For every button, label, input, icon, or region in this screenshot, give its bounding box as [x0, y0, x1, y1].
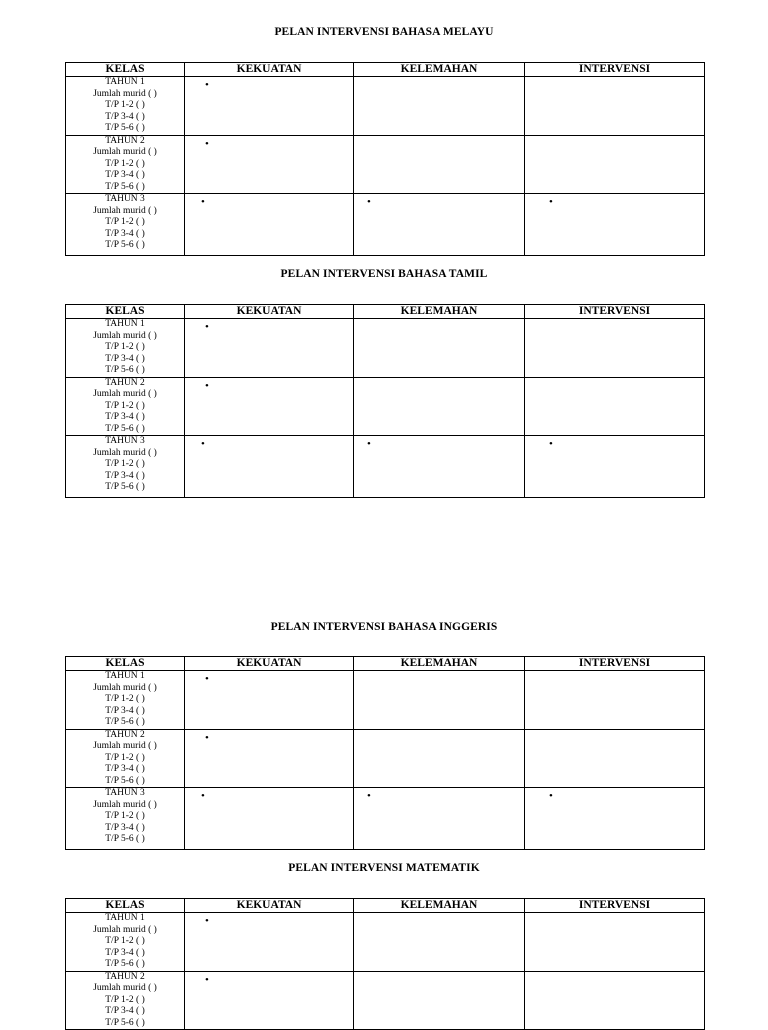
bullet-icon: • [205, 321, 209, 333]
header-kelemahan: KELEMAHAN [354, 63, 525, 77]
table-row [66, 913, 705, 972]
bullet-icon: • [201, 438, 205, 450]
header-intervensi: INTERVENSI [525, 63, 705, 77]
tp-5-6: T/P 5-6 ( ) [105, 123, 145, 133]
header-intervensi: INTERVENSI [525, 899, 705, 913]
table-header-row [66, 657, 705, 671]
header-kelemahan: KELEMAHAN [354, 899, 525, 913]
bullet-icon: • [201, 196, 205, 208]
kekuatan-cell[interactable] [185, 671, 354, 730]
tp-1-2: T/P 1-2 ( ) [105, 694, 145, 704]
kelemahan-cell[interactable] [354, 135, 525, 194]
bullet-icon: • [205, 673, 209, 685]
kekuatan-cell[interactable] [185, 377, 354, 436]
jumlah-murid: Jumlah murid ( ) [93, 682, 157, 693]
tp-1-2: T/P 1-2 ( ) [105, 217, 145, 227]
kelemahan-cell[interactable] [354, 788, 525, 850]
jumlah-murid: Jumlah murid ( ) [93, 447, 157, 458]
tp-5-6: T/P 5-6 ( ) [105, 423, 145, 434]
tahun-label: TAHUN 2 [105, 135, 145, 146]
intervensi-cell[interactable] [525, 671, 705, 730]
kekuatan-cell[interactable] [185, 319, 354, 378]
tp-1-2: T/P 1-2 ( ) [105, 752, 145, 763]
tp-1-2: T/P 1-2 ( ) [105, 100, 145, 110]
intervensi-cell[interactable] [525, 436, 705, 498]
bullet-icon: • [205, 731, 209, 744]
tahun-label: TAHUN 3 [105, 194, 145, 204]
intervensi-cell[interactable] [525, 77, 705, 136]
header-kelas: KELAS [66, 63, 185, 77]
kekuatan-cell[interactable] [185, 971, 354, 1030]
header-kelemahan: KELEMAHAN [354, 657, 525, 671]
bullet-icon: • [367, 196, 371, 208]
tp-5-6: T/P 5-6 ( ) [105, 959, 145, 969]
kekuatan-cell[interactable] [185, 77, 354, 136]
tp-1-2: T/P 1-2 ( ) [105, 936, 145, 946]
tp-5-6: T/P 5-6 ( ) [105, 717, 145, 727]
plan-title: PELAN INTERVENSI BAHASA INGGERIS [270, 621, 498, 633]
bullet-icon: • [205, 379, 209, 392]
bullet-icon: • [549, 790, 553, 802]
kelemahan-cell[interactable] [354, 729, 525, 788]
tp-3-4: T/P 3-4 ( ) [105, 111, 145, 122]
tp-3-4: T/P 3-4 ( ) [105, 412, 145, 422]
kelas-cell [66, 913, 185, 972]
plan-title: PELAN INTERVENSI MATEMATIK [288, 862, 480, 874]
kelemahan-cell[interactable] [354, 319, 525, 378]
kekuatan-cell[interactable] [185, 436, 354, 498]
tahun-label: TAHUN 1 [105, 319, 145, 329]
tp-3-4: T/P 3-4 ( ) [105, 353, 145, 364]
tp-1-2: T/P 1-2 ( ) [105, 158, 145, 169]
table-row [66, 788, 705, 850]
intervensi-cell[interactable] [525, 971, 705, 1030]
bullet-icon: • [549, 438, 553, 450]
kelemahan-cell[interactable] [354, 971, 525, 1030]
tahun-label: TAHUN 1 [105, 77, 145, 87]
intervensi-cell[interactable] [525, 377, 705, 436]
intervensi-cell[interactable] [525, 913, 705, 972]
tp-5-6: T/P 5-6 ( ) [105, 181, 145, 192]
tp-3-4: T/P 3-4 ( ) [105, 764, 145, 774]
header-kekuatan: KEKUATAN [185, 305, 354, 319]
tp-3-4: T/P 3-4 ( ) [105, 1006, 145, 1016]
jumlah-murid: Jumlah murid ( ) [93, 799, 157, 810]
header-kelas: KELAS [66, 657, 185, 671]
jumlah-murid: Jumlah murid ( ) [93, 983, 157, 993]
kelemahan-cell[interactable] [354, 194, 525, 256]
tp-3-4: T/P 3-4 ( ) [105, 228, 145, 239]
tp-5-6: T/P 5-6 ( ) [105, 482, 145, 492]
header-kelas: KELAS [66, 305, 185, 319]
header-kekuatan: KEKUATAN [185, 657, 354, 671]
plan-table [65, 304, 705, 498]
tahun-label: TAHUN 2 [105, 971, 145, 982]
tp-1-2: T/P 1-2 ( ) [105, 342, 145, 352]
jumlah-murid: Jumlah murid ( ) [93, 389, 157, 399]
tp-1-2: T/P 1-2 ( ) [105, 811, 145, 821]
tp-5-6: T/P 5-6 ( ) [105, 240, 145, 250]
table-row [66, 436, 705, 498]
kelemahan-cell[interactable] [354, 913, 525, 972]
table-row [66, 729, 705, 788]
bullet-icon: • [205, 79, 209, 91]
tahun-label: TAHUN 1 [105, 671, 145, 681]
kekuatan-cell[interactable] [185, 729, 354, 788]
jumlah-murid: Jumlah murid ( ) [93, 741, 157, 751]
header-kelas: KELAS [66, 899, 185, 913]
tp-3-4: T/P 3-4 ( ) [105, 170, 145, 180]
tahun-label: TAHUN 2 [105, 377, 145, 388]
intervensi-cell[interactable] [525, 135, 705, 194]
kekuatan-cell[interactable] [185, 788, 354, 850]
table-row [66, 971, 705, 1030]
table-header-row [66, 305, 705, 319]
tp-1-2: T/P 1-2 ( ) [105, 459, 145, 469]
jumlah-murid: Jumlah murid ( ) [93, 924, 157, 935]
tp-3-4: T/P 3-4 ( ) [105, 705, 145, 716]
table-row [66, 135, 705, 194]
jumlah-murid: Jumlah murid ( ) [93, 330, 157, 341]
intervensi-cell[interactable] [525, 194, 705, 256]
bullet-icon: • [367, 790, 371, 802]
bullet-icon: • [549, 196, 553, 208]
tp-5-6: T/P 5-6 ( ) [105, 1017, 145, 1028]
plan-title: PELAN INTERVENSI BAHASA TAMIL [280, 268, 488, 280]
kekuatan-cell[interactable] [185, 135, 354, 194]
plan-table [65, 898, 705, 1030]
tp-1-2: T/P 1-2 ( ) [105, 400, 145, 411]
plan-title: PELAN INTERVENSI BAHASA MELAYU [274, 26, 494, 38]
kelas-cell [66, 788, 185, 850]
plan-table [65, 62, 705, 256]
kelas-cell [66, 436, 185, 498]
tp-3-4: T/P 3-4 ( ) [105, 947, 145, 958]
tahun-label: TAHUN 1 [105, 913, 145, 923]
kelas-cell [66, 77, 185, 136]
header-intervensi: INTERVENSI [525, 305, 705, 319]
table-row [66, 194, 705, 256]
kelas-cell [66, 194, 185, 256]
tp-5-6: T/P 5-6 ( ) [105, 834, 145, 844]
tp-3-4: T/P 3-4 ( ) [105, 470, 145, 481]
table-row [66, 671, 705, 730]
table-row [66, 319, 705, 378]
intervensi-cell[interactable] [525, 319, 705, 378]
table-row [66, 377, 705, 436]
kekuatan-cell[interactable] [185, 194, 354, 256]
tp-5-6: T/P 5-6 ( ) [105, 365, 145, 375]
header-kelemahan: KELEMAHAN [354, 305, 525, 319]
kelemahan-cell[interactable] [354, 436, 525, 498]
bullet-icon: • [367, 438, 371, 450]
intervensi-cell[interactable] [525, 788, 705, 850]
tp-5-6: T/P 5-6 ( ) [105, 775, 145, 786]
intervensi-cell[interactable] [525, 729, 705, 788]
jumlah-murid: Jumlah murid ( ) [93, 205, 157, 216]
kelas-cell [66, 671, 185, 730]
jumlah-murid: Jumlah murid ( ) [93, 88, 157, 99]
plan-table [65, 656, 705, 850]
table-header-row [66, 63, 705, 77]
table-header-row [66, 899, 705, 913]
bullet-icon: • [205, 137, 209, 150]
kelas-cell [66, 135, 185, 194]
header-kekuatan: KEKUATAN [185, 899, 354, 913]
header-kekuatan: KEKUATAN [185, 63, 354, 77]
kekuatan-cell[interactable] [185, 913, 354, 972]
kelas-cell [66, 319, 185, 378]
kelas-cell [66, 971, 185, 1030]
table-row [66, 77, 705, 136]
kelemahan-cell[interactable] [354, 671, 525, 730]
kelemahan-cell[interactable] [354, 77, 525, 136]
tahun-label: TAHUN 3 [105, 788, 145, 798]
jumlah-murid: Jumlah murid ( ) [93, 147, 157, 157]
tahun-label: TAHUN 3 [105, 436, 145, 446]
bullet-icon: • [205, 973, 209, 986]
tp-1-2: T/P 1-2 ( ) [105, 994, 145, 1005]
header-intervensi: INTERVENSI [525, 657, 705, 671]
tp-3-4: T/P 3-4 ( ) [105, 822, 145, 833]
tahun-label: TAHUN 2 [105, 729, 145, 740]
kelas-cell [66, 377, 185, 436]
bullet-icon: • [201, 790, 205, 802]
kelemahan-cell[interactable] [354, 377, 525, 436]
bullet-icon: • [205, 915, 209, 927]
kelas-cell [66, 729, 185, 788]
